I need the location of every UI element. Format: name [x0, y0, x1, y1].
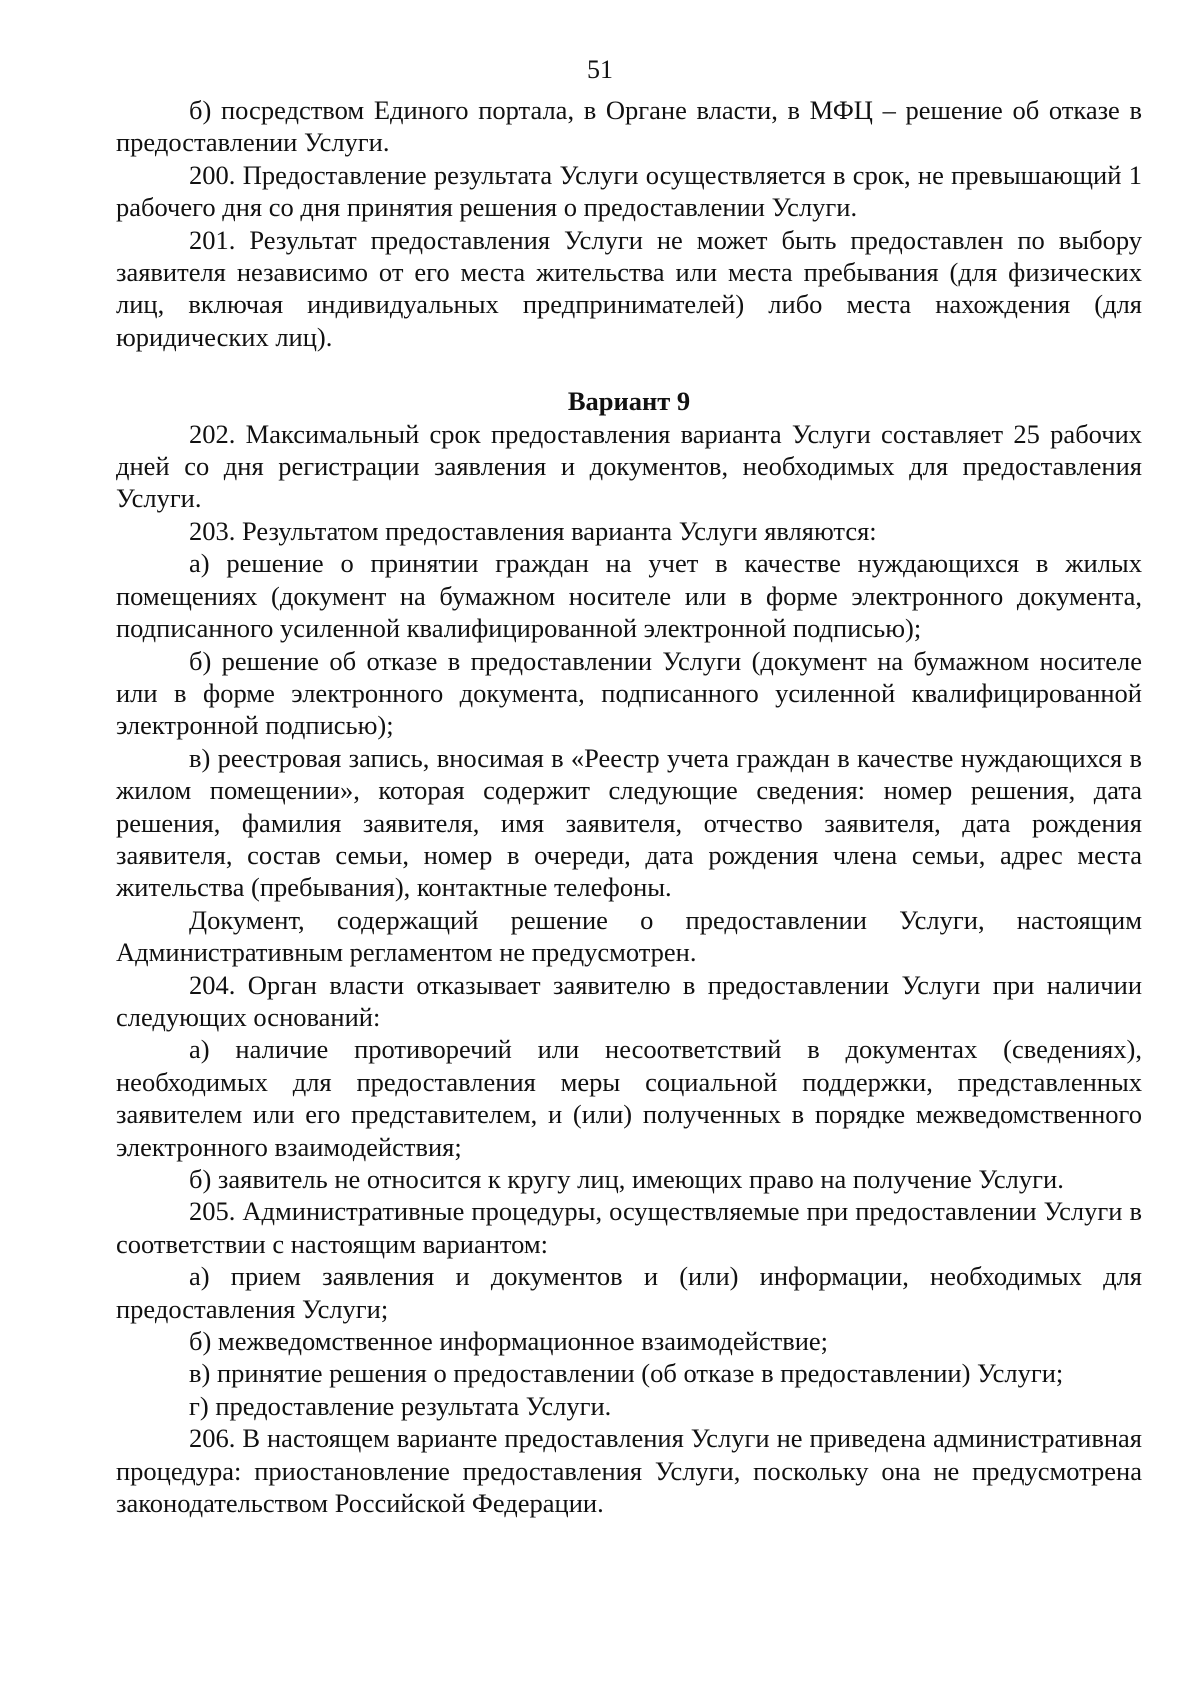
paragraph-205-v: в) принятие решения о предоставлении (об отказе в предоставлении) Услуги;	[189, 1358, 1064, 1389]
paragraph-b-refusal-channels: б) посредством Единого портала, в Органе власти, в МФЦ – решение об отказе в предоставлении Услуги.	[116, 95, 1142, 158]
paragraph-205-a: а) прием заявления и документов и (или) информации, необходимых для предоставления Услуги;	[116, 1261, 1142, 1324]
paragraph-206: 206. В настоящем варианте предоставления Услуги не приведена административная процедура: приостановление предоставления Услуги, поскольку она не предусмотрена законодательством Российской Федерации.	[116, 1423, 1142, 1519]
paragraph-204: 204. Орган власти отказывает заявителю в предоставлении Услуги при наличии следующих оснований:	[116, 969, 1142, 1032]
paragraph-202: 202. Максимальный срок предоставления варианта Услуги составляет 25 рабочих дней со дня регистрации заявления и документов, необходимых для предоставления Услуги.	[116, 418, 1142, 514]
paragraph-204-b: б) заявитель не относится к кругу лиц, имеющих право на получение Услуги.	[189, 1164, 1064, 1194]
paragraph-200: 200. Предоставление результата Услуги осуществляется в срок, не превышающий 1 рабочего дня со дня принятия решения о предоставлении Услуги.	[116, 159, 1142, 223]
paragraph-204-a: а) наличие противоречий или несоответствий в документах (сведениях), необходимых для предоставления меры социальной поддержки, представленных заявителем или его представителем, и (или) полученных в порядке межведомственного электронного взаимодействия;	[116, 1034, 1142, 1162]
paragraph-205-b: б) межведомственное информационное взаимодействие;	[189, 1326, 829, 1357]
paragraph-203: 203. Результатом предоставления варианта Услуги являются:	[189, 515, 877, 546]
paragraph-document-note: Документ, содержащий решение о предоставлении Услуги, настоящим Административным регламентом не предусмотрен.	[116, 904, 1142, 968]
paragraph-203-v: в) реестровая запись, вносимая в «Реестр учета граждан в качестве нуждающихся в жилом помещении», которая содержит следующие сведения: номер решения, дата решения, фамилия заявителя, имя заявителя, отчество заявителя, дата рождения заявителя, состав семьи, номер в очереди, дата рождения члена семьи, адрес места жительства (пребывания), контактные телефоны.	[116, 742, 1142, 903]
paragraph-201: 201. Результат предоставления Услуги не может быть предоставлен по выбору заявителя независимо от его места жительства или места пребывания (для физических лиц, включая индивидуальных предпринимателей) либо места нахождения (для юридических лиц).	[116, 224, 1142, 352]
paragraph-203-a: а) решение о принятии граждан на учет в качестве нуждающихся в жилых помещениях (документ на бумажном носителе или в форме электронного документа, подписанного усиленной квалифицированной электронной подписью);	[116, 548, 1142, 644]
paragraph-205-g: г) предоставление результата Услуги.	[189, 1390, 612, 1421]
paragraph-203-b: б) решение об отказе в предоставлении Услуги (документ на бумажном носителе или в форме электронного документа, подписанного усиленной квалифицированной электронной подписью);	[116, 645, 1142, 741]
document-body	[116, 94, 1142, 1519]
paragraph-205: 205. Административные процедуры, осуществляемые при предоставлении Услуги в соответствии с настоящим вариантом:	[116, 1196, 1142, 1259]
section-heading: Вариант 9	[567, 386, 691, 417]
page-number: 51	[587, 55, 613, 84]
